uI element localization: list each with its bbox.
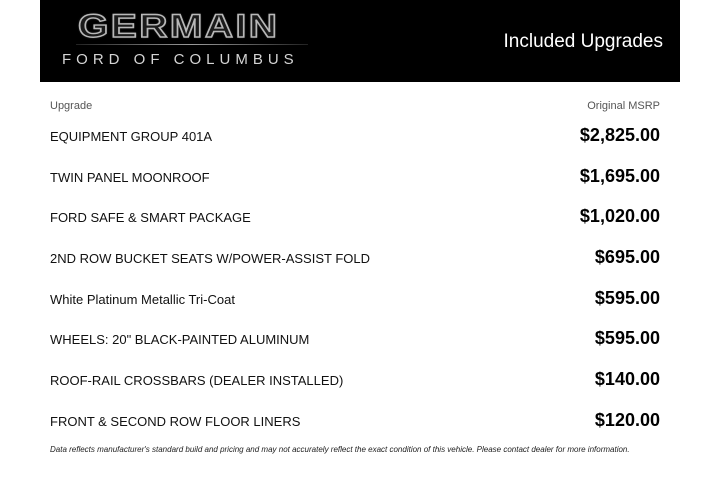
upgrade-price: $140.00: [594, 369, 660, 390]
upgrade-price: $595.00: [594, 287, 660, 308]
table-row: [40, 318, 680, 359]
table-row: [40, 400, 680, 441]
upgrade-price: $120.00: [594, 409, 660, 430]
table-row: [40, 115, 680, 156]
header-banner: [40, 0, 680, 82]
upgrade-name: White Platinum Metallic Tri-Coat: [50, 291, 235, 307]
table-row: [40, 359, 680, 400]
upgrade-price: $1,695.00: [579, 165, 660, 186]
upgrade-price: $595.00: [594, 328, 660, 349]
disclaimer-note: Data reflects manufacturer's standard build and pricing and may not accurately reflect the exact condition of this vehicle. Please contact dealer for more information.: [50, 445, 630, 454]
upgrades-list: [40, 115, 680, 441]
upgrade-price: $1,020.00: [579, 206, 660, 227]
upgrade-name: 2ND ROW BUCKET SEATS W/POWER-ASSIST FOLD: [50, 251, 370, 267]
upgrade-name: FORD SAFE & SMART PACKAGE: [50, 210, 251, 226]
upgrade-name: TWIN PANEL MOONROOF: [50, 169, 210, 185]
table-row: [40, 196, 680, 237]
upgrade-price: $2,825.00: [579, 125, 660, 145]
upgrade-name: FRONT & SECOND ROW FLOOR LINERS: [50, 413, 301, 429]
dealer-logo-subtitle: FORD OF COLUMBUS: [62, 51, 299, 68]
dealer-logo: GERMAIN: [78, 8, 280, 44]
page-title: Included Upgrades: [503, 31, 663, 52]
upgrade-name: WHEELS: 20" BLACK-PAINTED ALUMINUM: [50, 332, 310, 348]
upgrade-name: EQUIPMENT GROUP 401A: [50, 129, 213, 144]
table-row: [40, 278, 680, 319]
table-row: [40, 156, 680, 197]
column-header-msrp: Original MSRP: [587, 100, 660, 112]
upgrades-sheet: [40, 0, 680, 480]
upgrade-price: $695.00: [594, 247, 660, 268]
upgrade-name: ROOF-RAIL CROSSBARS (DEALER INSTALLED): [50, 373, 344, 389]
column-header-upgrade: Upgrade: [50, 100, 93, 112]
logo-divider: [76, 44, 308, 45]
table-row: [40, 237, 680, 278]
